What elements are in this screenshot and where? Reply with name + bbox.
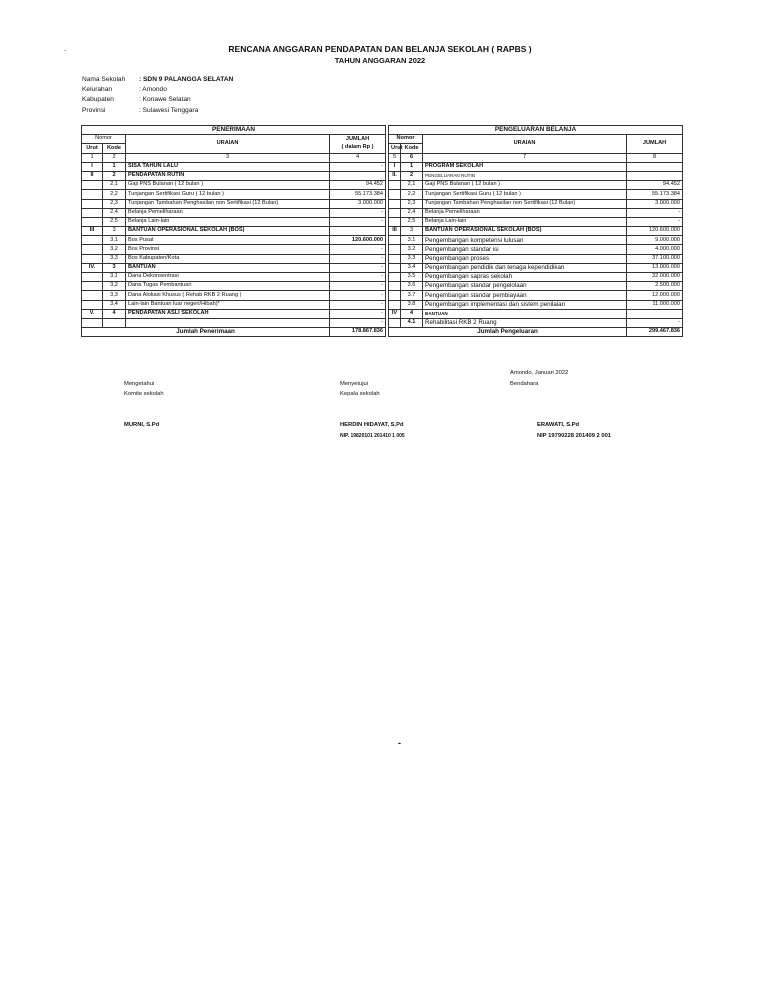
urut-cell-right bbox=[389, 300, 401, 309]
document-subtitle: TAHUN ANGGARAN 2022 bbox=[334, 56, 426, 65]
info-row-kelurahan bbox=[82, 85, 233, 95]
uraian-cell: BANTUAN OPERASIONAL SEKOLAH (BOS) bbox=[126, 227, 330, 236]
table-row bbox=[82, 171, 683, 180]
urut-cell bbox=[82, 318, 103, 327]
table-row bbox=[82, 199, 683, 208]
table-row bbox=[82, 309, 683, 318]
uraian-cell-right: Belanja Pemeliharaan bbox=[423, 208, 627, 217]
total-out-value: 299.467.836 bbox=[627, 328, 683, 337]
uraian-cell: Dana Alokasi Khusus ( Rehab RKB 2 Ruang ) bbox=[126, 291, 330, 300]
table-row bbox=[82, 245, 683, 254]
jumlah-cell: - bbox=[330, 300, 386, 309]
uraian-cell: Tunjangan Tambahan Penghasilan non Sertifikasi (12 Bulan) bbox=[126, 199, 330, 208]
colnum: 8 bbox=[627, 153, 683, 162]
jumlah-cell: - bbox=[330, 263, 386, 272]
urut-cell: I bbox=[82, 162, 103, 171]
table-row bbox=[82, 254, 683, 263]
jumlah-header-right: JUMLAH bbox=[627, 135, 683, 153]
uraian-cell-right: Rehabilitasi RKB 2 Ruang bbox=[423, 318, 627, 327]
uraian-cell: PENDAPATAN ASLI SEKOLAH bbox=[126, 309, 330, 318]
uraian-cell: Dana Tugas Pembantuan bbox=[126, 282, 330, 291]
uraian-cell-right: Pengembangan kompetensi lulusan bbox=[423, 236, 627, 245]
kode-cell-right: 3.5 bbox=[401, 273, 423, 282]
urut-cell-right bbox=[389, 282, 401, 291]
corner-mark: . bbox=[64, 44, 67, 53]
uraian-cell-right: Pengembangan implementasi dan sistem penilaian bbox=[423, 300, 627, 309]
uraian-cell-right: BANTUAN OPERASIONAL SEKOLAH (BOS) bbox=[423, 227, 627, 236]
kode-cell-right: 3.7 bbox=[401, 291, 423, 300]
jumlah-cell-right bbox=[627, 162, 683, 171]
urut-cell-right bbox=[389, 236, 401, 245]
jumlah-cell: - bbox=[330, 217, 386, 226]
uraian-cell-right: Gaji PNS Bulanan ( 12 bulan ) bbox=[423, 181, 627, 190]
urut-cell bbox=[82, 208, 103, 217]
penerimaan-header: PENERIMAAN bbox=[82, 126, 386, 135]
jumlah-header-line2: ( dalam Rp ) bbox=[341, 143, 374, 150]
urut-cell-right bbox=[389, 273, 401, 282]
table-row bbox=[82, 300, 683, 309]
urut-cell: III bbox=[82, 227, 103, 236]
urut-cell bbox=[82, 190, 103, 199]
kode-cell-right: 2 bbox=[401, 171, 423, 180]
urut-cell-right: IV bbox=[389, 309, 401, 318]
info-label: Nama Sekolah bbox=[82, 76, 126, 83]
info-value: : Sulawesi Tenggara bbox=[139, 106, 199, 114]
uraian-header: URAIAN bbox=[126, 135, 330, 153]
table-row bbox=[82, 236, 683, 245]
place-date: Amondo, Januari 2022 bbox=[510, 370, 569, 376]
right-signatory-nip: NIP 19790228 201409 2 001 bbox=[537, 433, 612, 439]
kode-cell: 3,2 bbox=[103, 282, 126, 291]
uraian-cell: Bos Pusat bbox=[126, 236, 330, 245]
table-row bbox=[82, 227, 683, 236]
table-row bbox=[82, 190, 683, 199]
urut-cell bbox=[82, 245, 103, 254]
kode-cell: 1 bbox=[103, 162, 126, 171]
mid-signatory-nip: NIP. 19820101 201410 1 005 bbox=[340, 433, 405, 439]
info-row-school bbox=[82, 75, 233, 85]
jumlah-cell-right: 4.000.000 bbox=[627, 245, 683, 254]
kode-cell-right: 3 bbox=[401, 227, 423, 236]
uraian-cell-right: Belanja Lain-lain bbox=[423, 217, 627, 226]
jumlah-cell-right bbox=[627, 309, 683, 318]
jumlah-cell: - bbox=[330, 245, 386, 254]
kode-cell: 2,5 bbox=[103, 217, 126, 226]
uraian-cell-right: Pengembangan standar pembiayaan bbox=[423, 291, 627, 300]
jumlah-header bbox=[330, 135, 386, 153]
jumlah-cell: - bbox=[330, 273, 386, 282]
colnum: 6 bbox=[401, 153, 423, 162]
urut-cell-right: III bbox=[389, 227, 401, 236]
kode-cell-right: 3.2 bbox=[401, 245, 423, 254]
urut-cell bbox=[82, 236, 103, 245]
kode-cell: 2,4 bbox=[103, 208, 126, 217]
urut-cell bbox=[82, 273, 103, 282]
uraian-cell bbox=[126, 318, 330, 327]
table-body bbox=[82, 162, 683, 327]
table-row bbox=[82, 291, 683, 300]
pengeluaran-header: PENGELUARAN BELANJA bbox=[389, 126, 683, 135]
uraian-cell-right: BANTUAN bbox=[423, 309, 627, 318]
urut-cell-right bbox=[389, 291, 401, 300]
kode-cell-right: 2,4 bbox=[401, 208, 423, 217]
colnum: 1 bbox=[82, 153, 103, 162]
rapbs-table bbox=[81, 125, 683, 337]
kode-cell-right: 3.3 bbox=[401, 254, 423, 263]
kode-cell bbox=[103, 318, 126, 327]
table-row bbox=[82, 162, 683, 171]
colnum: 4 bbox=[330, 153, 386, 162]
kode-cell-right: 2,2 bbox=[401, 190, 423, 199]
kode-cell-right: 2,3 bbox=[401, 199, 423, 208]
uraian-cell: PENDAPATAN RUTIN bbox=[126, 171, 330, 180]
urut-cell-right bbox=[389, 181, 401, 190]
total-in-value: 178.867.836 bbox=[330, 328, 386, 337]
info-row-kabupaten bbox=[82, 95, 233, 105]
uraian-cell-right: PENGELUARAN RUTIN bbox=[423, 171, 627, 180]
uraian-cell-right: Pengembangan proses bbox=[423, 254, 627, 263]
jumlah-cell-right: 32.000.000 bbox=[627, 273, 683, 282]
info-row-provinsi bbox=[82, 106, 233, 116]
total-in-label: Jumlah Penerimaan bbox=[82, 328, 330, 337]
right-signatory-name: ERAWATI, S.Pd bbox=[537, 422, 580, 428]
kode-cell: 2 bbox=[103, 171, 126, 180]
table-row bbox=[82, 181, 683, 190]
info-value: : Konawe Selatan bbox=[139, 96, 191, 104]
kode-cell-right: 3.6 bbox=[401, 282, 423, 291]
jumlah-cell-right: - bbox=[627, 318, 683, 327]
mid-signatory-line1: Menyetujui bbox=[340, 381, 369, 387]
urut-cell-right bbox=[389, 217, 401, 226]
uraian-cell: BANTUAN bbox=[126, 263, 330, 272]
info-label: Provinsi bbox=[82, 106, 106, 114]
urut-cell-right: II. bbox=[389, 171, 401, 180]
table-row bbox=[82, 217, 683, 226]
info-value: : Amondo bbox=[139, 86, 167, 94]
urut-cell-right bbox=[389, 199, 401, 208]
footer-mark: - bbox=[398, 738, 401, 748]
kode-cell: 4 bbox=[103, 309, 126, 318]
urut-header-right: Urut bbox=[389, 144, 401, 153]
kode-cell: 3 bbox=[103, 263, 126, 272]
table-row bbox=[82, 282, 683, 291]
urut-cell bbox=[82, 181, 103, 190]
urut-cell-right: I bbox=[389, 162, 401, 171]
left-signatory-line2: Komite sekolah bbox=[124, 391, 164, 397]
jumlah-cell bbox=[330, 227, 386, 236]
urut-cell: IV. bbox=[82, 263, 103, 272]
nomor-header-right: Nomor bbox=[389, 135, 423, 144]
uraian-cell-right: Pengembangan standar isi bbox=[423, 245, 627, 254]
colnum: 7 bbox=[423, 153, 627, 162]
left-signatory-line1: Mengetahui bbox=[124, 381, 155, 387]
uraian-cell: Belanja Pemeliharaan bbox=[126, 208, 330, 217]
urut-cell-right bbox=[389, 190, 401, 199]
jumlah-cell-right: 9.000.000 bbox=[627, 236, 683, 245]
urut-cell bbox=[82, 300, 103, 309]
right-signatory-line1: Bendahara bbox=[510, 381, 539, 387]
jumlah-cell-right: 37.100.000 bbox=[627, 254, 683, 263]
document-title: RENCANA ANGGARAN PENDAPATAN DAN BELANJA SEKOLAH ( RAPBS ) bbox=[228, 44, 532, 54]
mid-signatory-name: HERDIN HIDAYAT, S.Pd bbox=[340, 422, 404, 428]
urut-cell-right bbox=[389, 245, 401, 254]
jumlah-cell: 94.452 bbox=[330, 181, 386, 190]
jumlah-cell bbox=[330, 171, 386, 180]
uraian-cell: Bos Kabupaten/Kota bbox=[126, 254, 330, 263]
uraian-cell: SISA TAHUN LALU bbox=[126, 162, 330, 171]
jumlah-cell-right: 12.000.000 bbox=[627, 291, 683, 300]
info-label: Kelurahan bbox=[82, 86, 113, 94]
school-info bbox=[82, 75, 233, 116]
jumlah-cell: - bbox=[330, 282, 386, 291]
table-row bbox=[82, 318, 683, 327]
uraian-cell-right: Pengembangan pendidik dan tenaga kependidikan bbox=[423, 263, 627, 272]
total-out-label: Jumlah Pengeluaran bbox=[389, 328, 627, 337]
jumlah-cell: - bbox=[330, 208, 386, 217]
uraian-cell-right: Pengembangan sapras sekolah bbox=[423, 273, 627, 282]
kode-cell: 2,3 bbox=[103, 199, 126, 208]
table-row bbox=[82, 208, 683, 217]
jumlah-header-line1: JUMLAH bbox=[345, 136, 370, 143]
uraian-cell-right: PROGRAM SEKOLAH bbox=[423, 162, 627, 171]
jumlah-cell-right bbox=[627, 171, 683, 180]
urut-cell: II bbox=[82, 171, 103, 180]
kode-cell-right: 2,1 bbox=[401, 181, 423, 190]
kode-cell: 3 bbox=[103, 227, 126, 236]
info-value: : SDN 9 PALANGGA SELATAN bbox=[139, 76, 234, 83]
jumlah-cell-right: 3.000.000 bbox=[627, 199, 683, 208]
jumlah-cell-right: 11.000.000 bbox=[627, 300, 683, 309]
info-label: Kabupaten bbox=[82, 96, 114, 104]
urut-header: Urut bbox=[82, 144, 103, 153]
mid-signatory-line2: Kepala sekolah bbox=[340, 391, 380, 397]
urut-cell: V. bbox=[82, 309, 103, 318]
jumlah-cell: - bbox=[330, 309, 386, 318]
table-row bbox=[82, 273, 683, 282]
kode-cell-right: 1 bbox=[401, 162, 423, 171]
colnum: 5 bbox=[389, 153, 401, 162]
urut-cell bbox=[82, 282, 103, 291]
jumlah-cell: - bbox=[330, 162, 386, 171]
jumlah-cell: - bbox=[330, 291, 386, 300]
jumlah-cell: 55.173.384 bbox=[330, 190, 386, 199]
urut-cell-right bbox=[389, 318, 401, 327]
uraian-cell-right: Tunjangan Tambahan Penghasilan non Sertifikasi (12 Bulan) bbox=[423, 199, 627, 208]
kode-cell: 3,3 bbox=[103, 254, 126, 263]
jumlah-cell-right: 94.452 bbox=[627, 181, 683, 190]
total-row bbox=[82, 328, 683, 337]
kode-cell: 3,1 bbox=[103, 236, 126, 245]
jumlah-cell-right: - bbox=[627, 217, 683, 226]
left-signatory-name: MURNI, S.Pd bbox=[124, 422, 160, 428]
urut-cell bbox=[82, 254, 103, 263]
kode-cell-right: 4.1 bbox=[401, 318, 423, 327]
kode-cell-right: 3.1 bbox=[401, 236, 423, 245]
table-row bbox=[82, 263, 683, 272]
kode-cell: 3,1 bbox=[103, 273, 126, 282]
jumlah-cell: - bbox=[330, 254, 386, 263]
uraian-cell: Belanja Lain-lain bbox=[126, 217, 330, 226]
uraian-cell: Tunjangan Sertifikasi Guru ( 12 bulan ) bbox=[126, 190, 330, 199]
jumlah-cell: 3.000.000 bbox=[330, 199, 386, 208]
kode-cell-right: 3.8 bbox=[401, 300, 423, 309]
uraian-cell-right: Tunjangan Sertifikasi Guru ( 12 bulan ) bbox=[423, 190, 627, 199]
urut-cell bbox=[82, 217, 103, 226]
jumlah-cell-right: 13.000.000 bbox=[627, 263, 683, 272]
colnum: 2 bbox=[103, 153, 126, 162]
uraian-header-right: URAIAN bbox=[423, 135, 627, 153]
jumlah-cell-right: 2.500.000 bbox=[627, 282, 683, 291]
urut-cell-right bbox=[389, 254, 401, 263]
nomor-header: Nomor bbox=[82, 135, 126, 144]
jumlah-cell-right: 55.173.384 bbox=[627, 190, 683, 199]
uraian-cell: Lain-lain Bantuan luar negeri/Hibah)* bbox=[126, 300, 330, 309]
colnum: 3 bbox=[126, 153, 330, 162]
urut-cell bbox=[82, 199, 103, 208]
kode-cell-right: 3.4 bbox=[401, 263, 423, 272]
kode-cell: 3,4 bbox=[103, 300, 126, 309]
kode-cell: 2,2 bbox=[103, 190, 126, 199]
urut-cell-right bbox=[389, 263, 401, 272]
jumlah-cell: - bbox=[330, 318, 386, 327]
jumlah-cell-right: - bbox=[627, 208, 683, 217]
kode-header: Kode bbox=[103, 144, 126, 153]
kode-cell-right: 4 bbox=[401, 309, 423, 318]
urut-cell bbox=[82, 291, 103, 300]
uraian-cell-right: Pengembangan standar pengelolaan bbox=[423, 282, 627, 291]
kode-cell: 3,3 bbox=[103, 291, 126, 300]
kode-cell-right: 2,5 bbox=[401, 217, 423, 226]
kode-cell: 2,1 bbox=[103, 181, 126, 190]
column-number-row bbox=[82, 153, 683, 162]
kode-cell: 3,2 bbox=[103, 245, 126, 254]
kode-header-right: Kode bbox=[401, 144, 423, 153]
jumlah-cell-right: 120.600.000 bbox=[627, 227, 683, 236]
jumlah-cell: 120.600.000 bbox=[330, 236, 386, 245]
uraian-cell: Dana Dekonsentrasi bbox=[126, 273, 330, 282]
uraian-cell: Gaji PNS Bulanan ( 12 bulan ) bbox=[126, 181, 330, 190]
uraian-cell: Bos Provinsi bbox=[126, 245, 330, 254]
urut-cell-right bbox=[389, 208, 401, 217]
